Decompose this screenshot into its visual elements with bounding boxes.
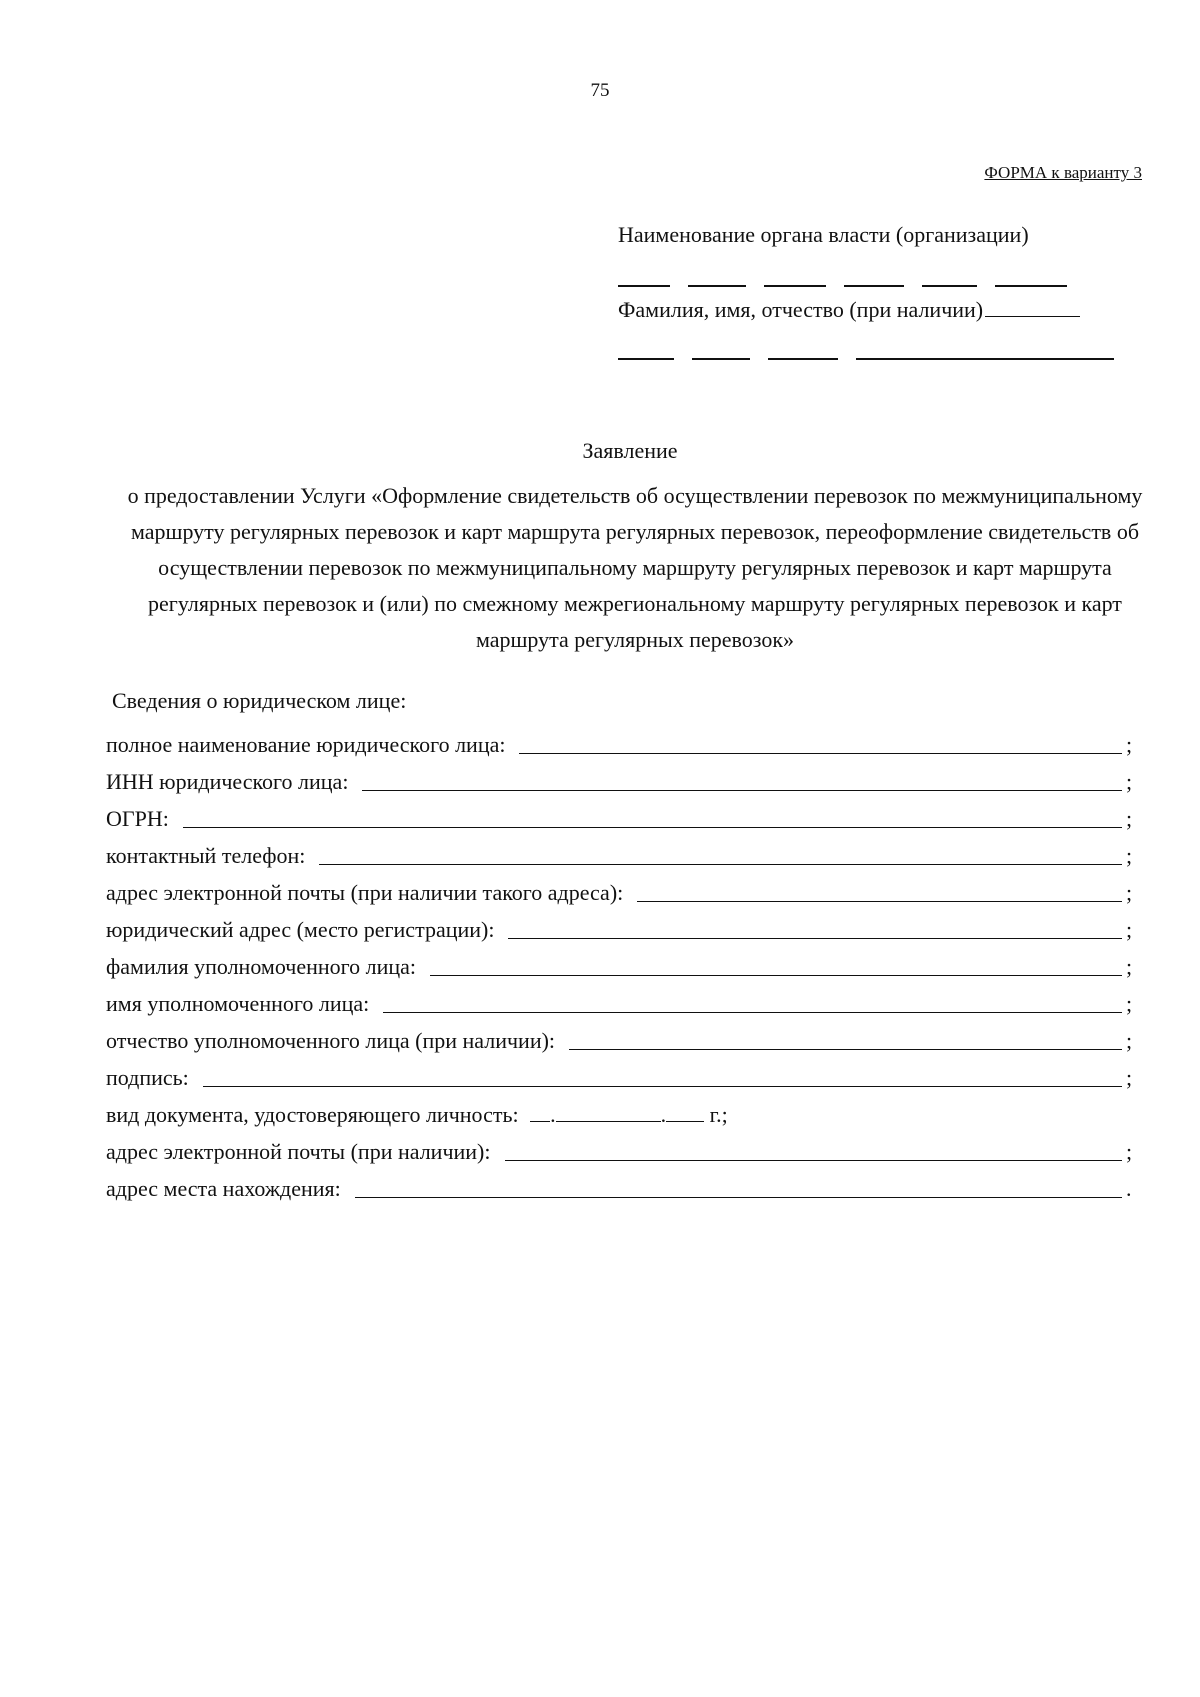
field-input-line[interactable] bbox=[319, 863, 1122, 865]
field-terminator: ; bbox=[1126, 1139, 1133, 1164]
field-inn bbox=[106, 762, 1136, 799]
field-legal-address bbox=[106, 910, 1136, 947]
doc-field-row bbox=[106, 1102, 728, 1132]
field-label: адрес электронной почты (при наличии): bbox=[106, 1139, 491, 1164]
field-ogrn bbox=[106, 799, 1136, 836]
fio-label: Фамилия, имя, отчество (при наличии) bbox=[618, 297, 984, 322]
field-label: отчество уполномоченного лица (при наличии): bbox=[106, 1028, 556, 1053]
field-terminator: ; bbox=[1126, 954, 1133, 979]
fio-label-row bbox=[618, 297, 1080, 323]
field-email-2 bbox=[106, 1132, 1136, 1169]
field-input-line[interactable] bbox=[505, 1159, 1123, 1161]
fio-blank-line-2[interactable] bbox=[618, 358, 1114, 360]
document-title: Заявление bbox=[582, 438, 678, 463]
form-label: ФОРМА к варианту 3 bbox=[984, 163, 1142, 182]
field-input-line[interactable] bbox=[383, 1011, 1122, 1013]
field-label: ИНН юридического лица: bbox=[106, 769, 349, 794]
field-terminator: ; bbox=[1126, 1065, 1133, 1090]
org-blank-line[interactable] bbox=[618, 285, 1067, 287]
field-surname bbox=[106, 947, 1136, 984]
field-patronymic bbox=[106, 1021, 1136, 1058]
field-signature bbox=[106, 1058, 1136, 1095]
field-terminator: ; bbox=[1126, 843, 1133, 868]
field-terminator: ; bbox=[1126, 1028, 1133, 1053]
field-input-line[interactable] bbox=[430, 974, 1122, 976]
field-phone bbox=[106, 836, 1136, 873]
field-terminator: ; bbox=[1126, 991, 1133, 1016]
field-label: вид документа, удостоверяющего личность: bbox=[106, 1102, 519, 1127]
org-label: Наименование органа власти (организации) bbox=[618, 222, 1029, 247]
field-terminator: . bbox=[1126, 1176, 1132, 1201]
doc-suffix: г.; bbox=[709, 1102, 728, 1127]
field-input-line[interactable] bbox=[362, 789, 1122, 791]
field-input-line[interactable] bbox=[569, 1048, 1122, 1050]
field-label: фамилия уполномоченного лица: bbox=[106, 954, 417, 979]
doc-separator: . bbox=[660, 1102, 667, 1127]
doc-year-line[interactable] bbox=[666, 1120, 704, 1122]
field-label: имя уполномоченного лица: bbox=[106, 991, 370, 1016]
field-input-line[interactable] bbox=[183, 826, 1122, 828]
legal-entity-fields bbox=[106, 725, 1136, 1206]
doc-month-line[interactable] bbox=[556, 1120, 661, 1122]
field-label: подпись: bbox=[106, 1065, 189, 1090]
field-label: контактный телефон: bbox=[106, 843, 306, 868]
field-terminator: ; bbox=[1126, 732, 1133, 757]
field-email bbox=[106, 873, 1136, 910]
doc-day-line[interactable] bbox=[530, 1120, 550, 1122]
field-input-line[interactable] bbox=[637, 900, 1122, 902]
field-location-address bbox=[106, 1169, 1136, 1206]
field-label: ОГРН: bbox=[106, 806, 169, 831]
field-input-line[interactable] bbox=[508, 937, 1122, 939]
page-number: 75 bbox=[590, 80, 610, 101]
field-input-line[interactable] bbox=[203, 1085, 1122, 1087]
field-terminator: ; bbox=[1126, 769, 1133, 794]
field-input-line[interactable] bbox=[355, 1196, 1122, 1198]
field-input-line[interactable] bbox=[519, 752, 1122, 754]
field-label: адрес места нахождения: bbox=[106, 1176, 341, 1201]
field-label: юридический адрес (место регистрации): bbox=[106, 917, 495, 942]
field-terminator: ; bbox=[1126, 880, 1133, 905]
fio-blank-line[interactable] bbox=[985, 298, 1080, 317]
field-identity-document bbox=[106, 1095, 1136, 1132]
document-subtitle: о предоставлении Услуги «Оформление свидетельств об осуществлении перевозок по межмуниципальному маршруту регулярных перевозок и карт маршрута регулярных перевозок, переоформление свидетельств об осуществлении перевозок по межмуниципальному маршруту регулярных перевозок и карт маршрута регулярных перевозок и (или) по смежному межрегиональному маршруту регулярных перевозок и карт маршрута регулярных перевозок» bbox=[127, 483, 1143, 652]
doc-separator: . bbox=[550, 1102, 556, 1127]
field-label: адрес электронной почты (при наличии такого адреса): bbox=[106, 880, 624, 905]
field-full-name bbox=[106, 725, 1136, 762]
field-terminator: ; bbox=[1126, 917, 1133, 942]
field-name bbox=[106, 984, 1136, 1021]
field-label: полное наименование юридического лица: bbox=[106, 732, 506, 757]
section-title: Сведения о юридическом лице: bbox=[112, 688, 407, 713]
field-terminator: ; bbox=[1126, 806, 1133, 831]
